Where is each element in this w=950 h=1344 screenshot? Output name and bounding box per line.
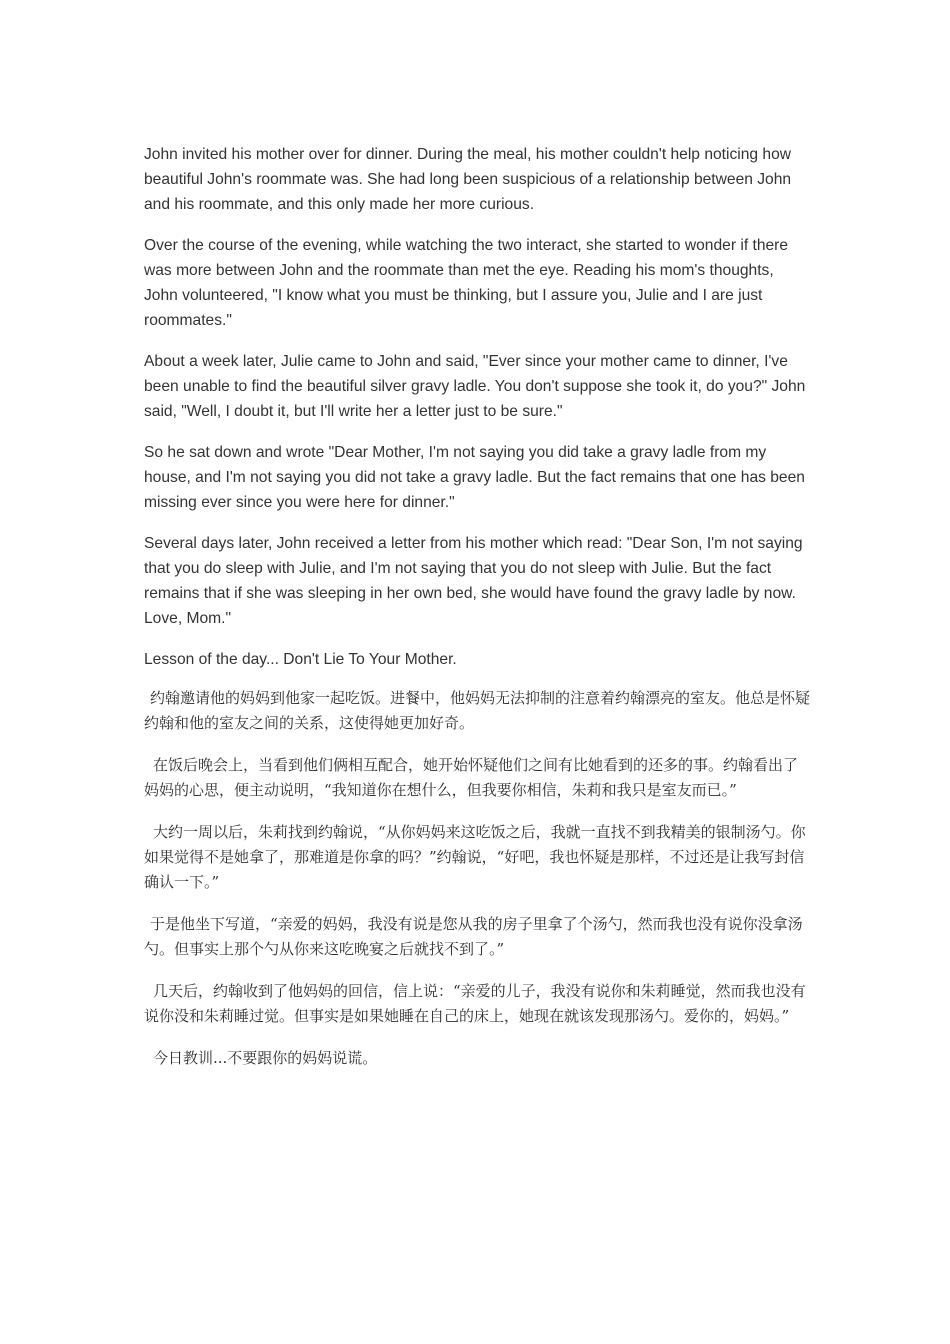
- chinese-paragraph-4-text: 于是他坐下写道，“亲爱的妈妈，我没有说是您从我的房子里拿了个汤勺，然而我也没有说你没拿汤勺。但事实上那个勺从你来这吃晚宴之后就找不到了。”: [144, 915, 803, 958]
- chinese-paragraph-2: [144, 753, 810, 803]
- english-paragraph-5: Several days later, John received a letter from his mother which read: "Dear Son, I'm not saying that you do sleep with Julie, and I'm not saying that you do not sleep with Julie. But the fact remains that if she was sleeping in her own bed, she would have found the gravy ladle by now. Love, Mom.": [144, 535, 803, 627]
- chinese-paragraph-3: [144, 820, 810, 895]
- document-body: [144, 142, 810, 1088]
- english-paragraph-4: So he sat down and wrote "Dear Mother, I'm not saying you did take a gravy ladle from my house, and I'm not saying you did not take a gravy ladle. But the fact remains that one has been missing ever since you were here for dinner.": [144, 444, 805, 511]
- chinese-paragraph-4: [144, 912, 810, 962]
- english-paragraph-3: About a week later, Julie came to John and said, "Ever since your mother came to dinner, I've been unable to find the beautiful silver gravy ladle. You don't suppose she took it, do you?" John said, "Well, I doubt it, but I'll write her a letter just to be sure.": [144, 353, 806, 420]
- chinese-paragraph-3-text: 大约一周以后，朱莉找到约翰说，“从你妈妈来这吃饭之后，我就一直找不到我精美的银制汤勺。你如果觉得不是她拿了，那难道是你拿的吗？”约翰说，“好吧，我也怀疑是那样，不过还是让我写封信确认一下。”: [144, 823, 806, 891]
- english-lesson: Lesson of the day... Don't Lie To Your Mother.: [144, 651, 457, 668]
- english-paragraph-2: Over the course of the evening, while watching the two interact, she started to wonder if there was more between John and the roommate than met the eye. Reading his mom's thoughts, John volunteered, "I know what you must be thinking, but I assure you, Julie and I are just roommates.": [144, 237, 789, 329]
- chinese-paragraph-5-text: 几天后，约翰收到了他妈妈的回信，信上说：“亲爱的儿子，我没有说你和朱莉睡觉，然而我也没有说你没和朱莉睡过觉。但事实是如果她睡在自己的床上，她现在就该发现那汤勺。爱你的，妈妈。”: [144, 982, 806, 1025]
- chinese-lesson-text: 今日教训...不要跟你的妈妈说谎。: [153, 1049, 378, 1067]
- chinese-paragraph-1-text: 约翰邀请他的妈妈到他家一起吃饭。进餐中，他妈妈无法抑制的注意着约翰漂亮的室友。他总是怀疑约翰和他的室友之间的关系，这使得她更加好奇。: [144, 689, 811, 732]
- chinese-paragraph-2-text: 在饭后晚会上，当看到他们俩相互配合，她开始怀疑他们之间有比她看到的还多的事。约翰看出了妈妈的心思，便主动说明，“我知道你在想什么，但我要你相信，朱莉和我只是室友而已。”: [144, 756, 799, 799]
- chinese-paragraph-5: [144, 979, 810, 1029]
- english-paragraph-1: John invited his mother over for dinner. During the meal, his mother couldn't help noticing how beautiful John's roommate was. She had long been suspicious of a relationship between John and his roommate, and this only made her more curious.: [144, 146, 792, 213]
- chinese-lesson: [144, 1046, 810, 1071]
- chinese-paragraph-1: [144, 686, 810, 736]
- chinese-translation: [144, 686, 810, 1071]
